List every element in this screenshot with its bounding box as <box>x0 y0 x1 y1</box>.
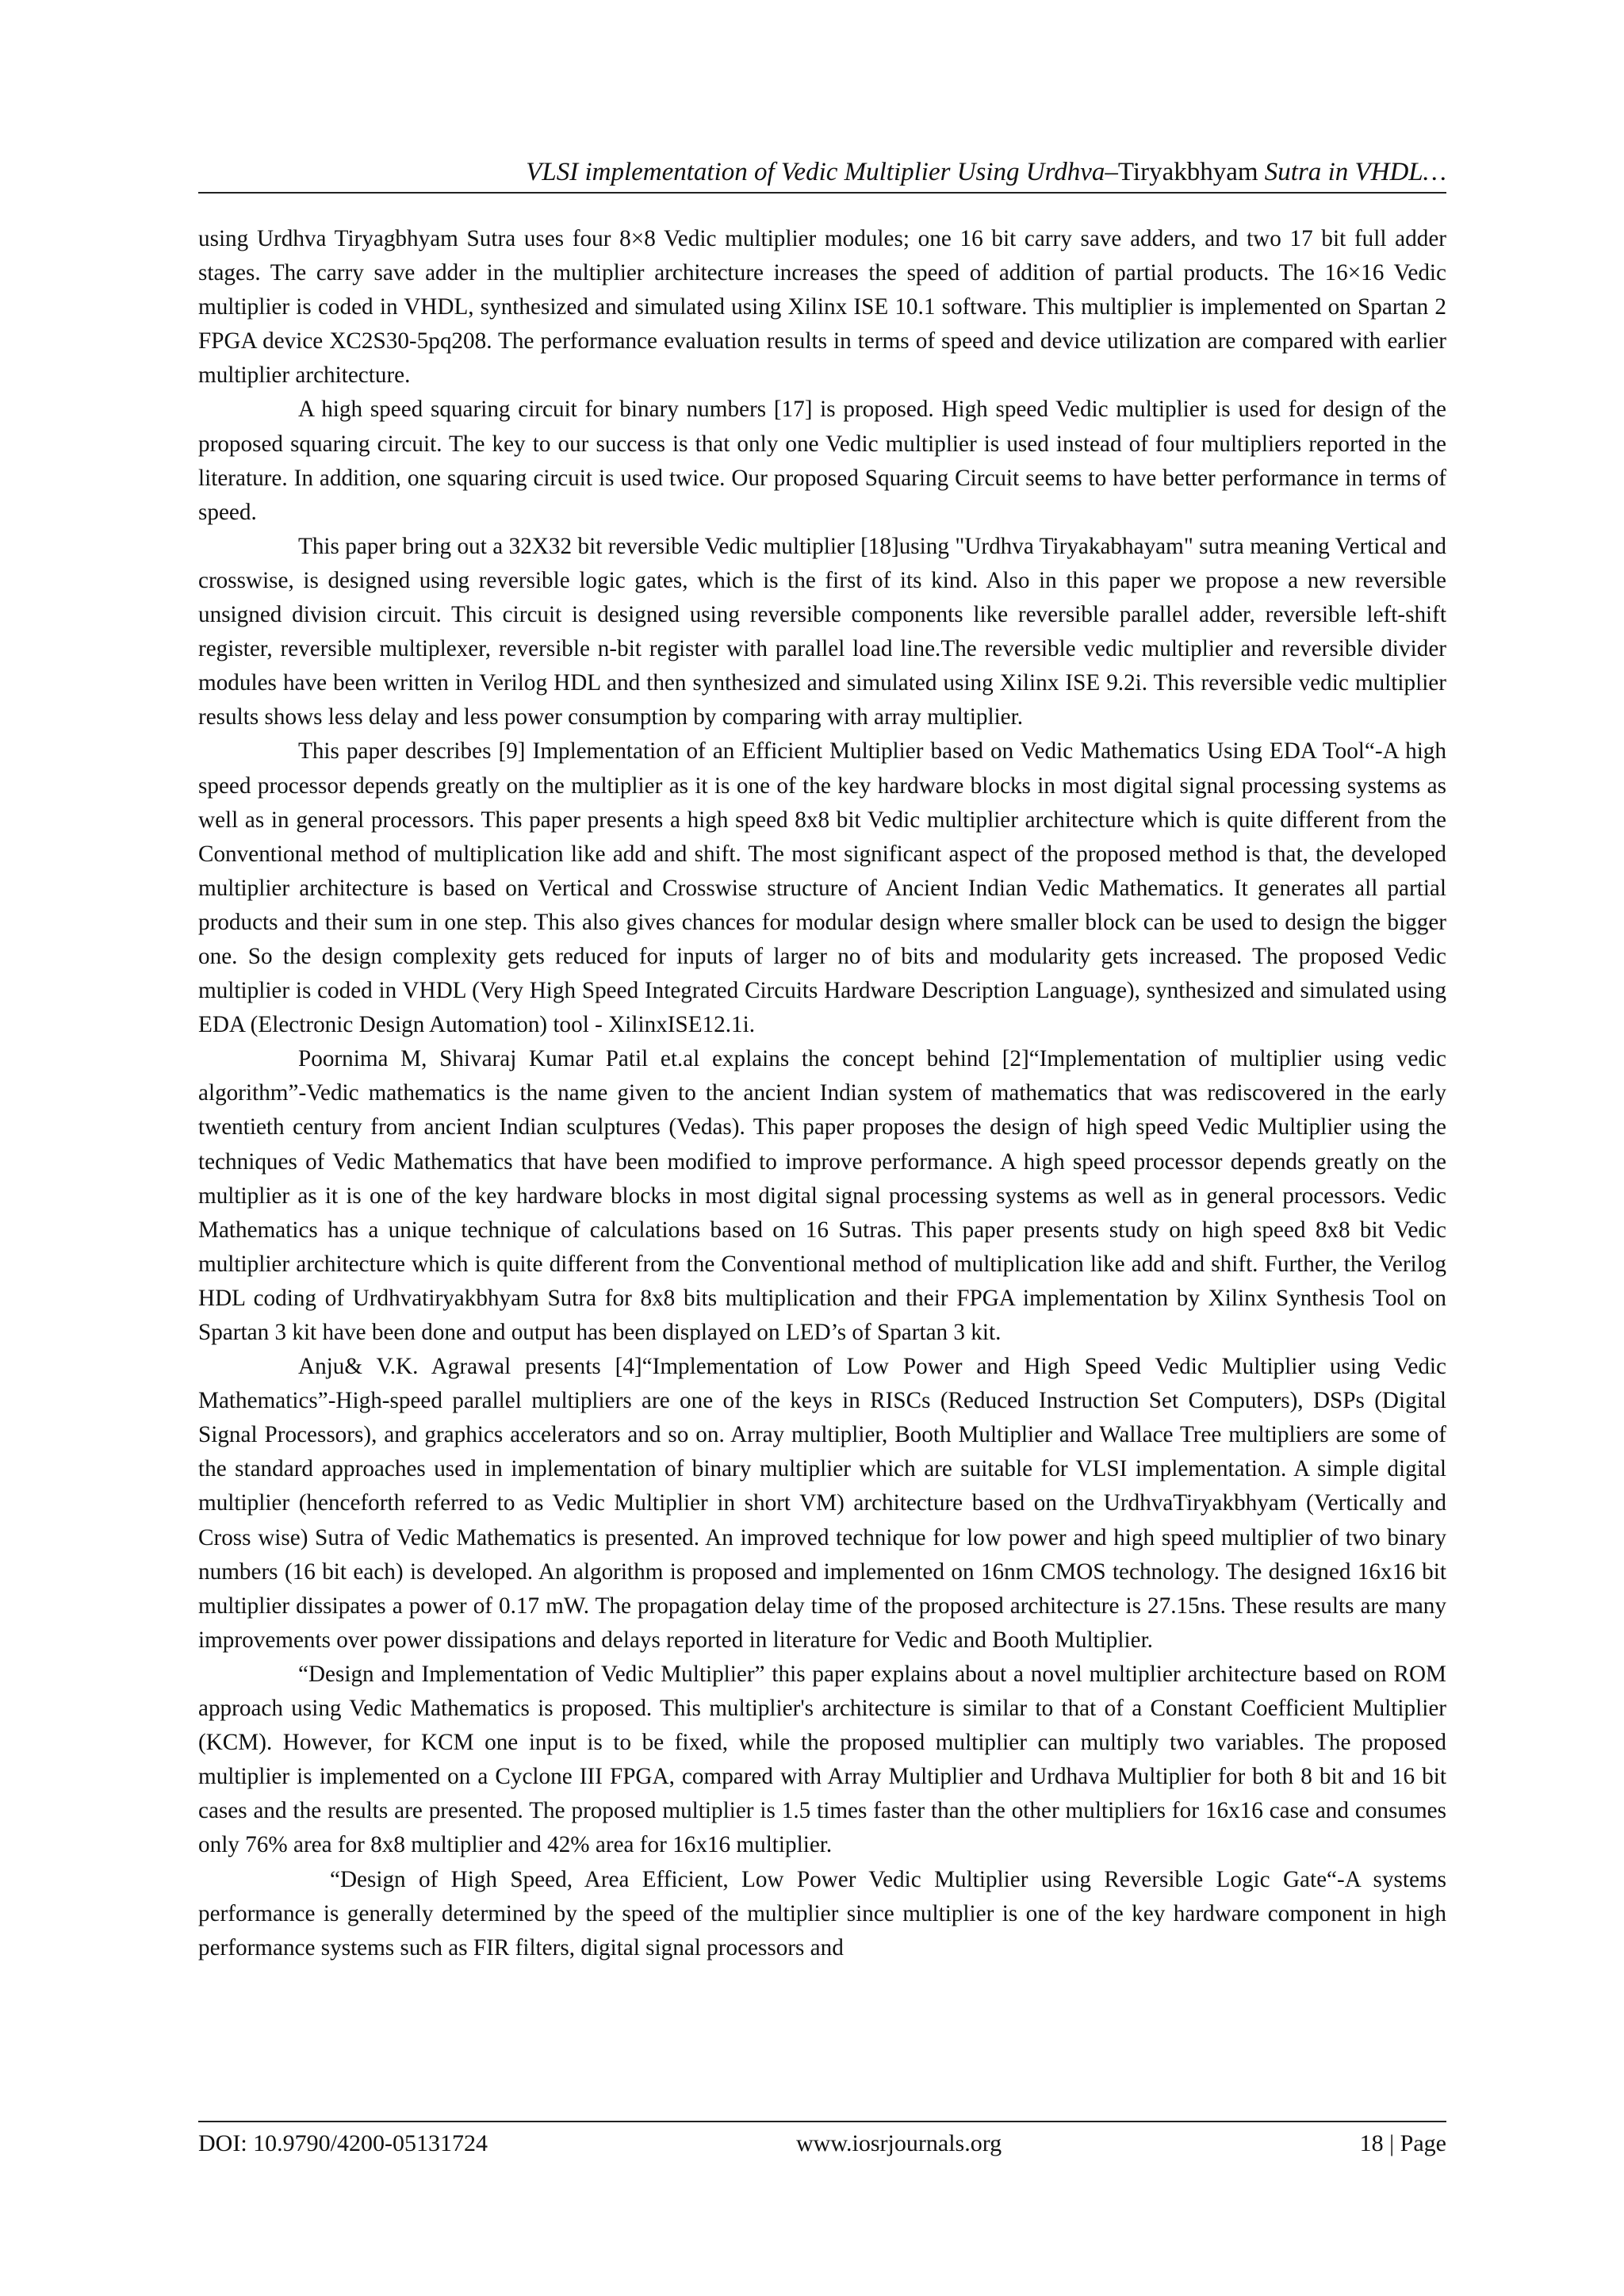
footer-page-number: 18 | Page <box>1359 2130 1446 2156</box>
header-title-regular: Tiryakbhyam <box>1117 158 1258 186</box>
paragraph: Anju& V.K. Agrawal presents [4]“Implementation of Low Power and High Speed Vedic Multiplier using Vedic Mathematics”-High-speed parallel multipliers are one of the keys in RISCs (Reduced Instruction Set Computers), DSPs (Digital Signal Processors), and graphics accelerators and so on. Array multiplier, Booth Multiplier and Wallace Tree multipliers are some of the standard approaches used in implementation of binary multiplier which are suitable for VLSI implementation. A simple digital multiplier (henceforth referred to as Vedic Multiplier in short VM) architecture based on the UrdhvaTiryakbhyam (Vertically and Cross wise) Sutra of Vedic Mathematics is presented. An improved technique for low power and high speed multiplier of two binary numbers (16 bit each) is developed. An algorithm is proposed and implemented on 16nm CMOS technology. The designed 16x16 bit multiplier dissipates a power of 0.17 mW. The propagation delay time of the proposed architecture is 27.15ns. These results are many improvements over power dissipations and delays reported in literature for Vedic and Booth Multiplier. <box>198 1354 1446 1653</box>
body-text <box>198 222 1446 1965</box>
paragraph: A high speed squaring circuit for binary numbers [17] is proposed. High speed Vedic multiplier is used for design of the proposed squaring circuit. The key to our success is that only one Vedic multiplier is used instead of four multipliers reported in the literature. In addition, one squaring circuit is used twice. Our proposed Squaring Circuit seems to have better performance in terms of speed. <box>198 397 1446 525</box>
paragraph: using Urdhva Tiryagbhyam Sutra uses four 8×8 Vedic multiplier modules; one 16 bit carry save adders, and two 17 bit full adder stages. The carry save adder in the multiplier architecture increases the speed of addition of partial products. The 16×16 Vedic multiplier is coded in VHDL, synthesized and simulated using Xilinx ISE 10.1 software. This multiplier is implemented on Spartan 2 FPGA device XC2S30-5pq208. The performance evaluation results in terms of speed and device utilization are compared with earlier multiplier architecture. <box>198 226 1446 389</box>
paragraph: “Design of High Speed, Area Efficient, Low Power Vedic Multiplier using Reversible Logic Gate“-A systems performance is generally determined by the speed of the multiplier since multiplier is one of the key hardware component in high performance systems such as FIR filters, digital signal processors and <box>198 1866 1446 1961</box>
running-header <box>198 152 1446 194</box>
paragraph: This paper describes [9] Implementation of an Efficient Multiplier based on Vedic Mathematics Using EDA Tool“-A high speed processor depends greatly on the multiplier as it is one of the key hardware blocks in most digital signal processing systems as well as in general processors. This paper presents a high speed 8x8 bit Vedic multiplier architecture which is quite different from the Conventional method of multiplication like add and shift. The most significant aspect of the proposed method is that, the developed multiplier architecture is based on Vertical and Crosswise structure of Ancient Indian Vedic Mathematics. It generates all partial products and their sum in one step. This also gives chances for modular design where smaller block can be used to design the bigger one. So the design complexity gets reduced for inputs of larger no of bits and modularity gets increased. The proposed Vedic multiplier is coded in VHDL (Very High Speed Integrated Circuits Hardware Description Language), synthesized and simulated using EDA (Electronic Design Automation) tool - XilinxISE12.1i. <box>198 738 1446 1038</box>
footer-website: www.iosrjournals.org <box>796 2130 1002 2156</box>
header-title-italic-2: Sutra <box>1258 158 1328 186</box>
paragraph: Poornima M, Shivaraj Kumar Patil et.al explains the concept behind [2]“Implementation of multiplier using vedic algorithm”-Vedic mathematics is the name given to the ancient Indian system of mathematics that was rediscovered in the early twentieth century from ancient Indian sculptures (Vedas). This paper proposes the design of high speed Vedic Multiplier using the techniques of Vedic Mathematics that have been modified to improve performance. A high speed processor depends greatly on the multiplier as it is one of the key hardware blocks in most digital signal processing systems as well as in general processors. Vedic Mathematics has a unique technique of calculations based on 16 Sutras. This paper presents study on high speed 8x8 bit Vedic multiplier architecture which is quite different from the Conventional method of multiplication like add and shift. Further, the Verilog HDL coding of Urdhvatiryakbhyam Sutra for 8x8 bits multiplication and their FPGA implementation by Xilinx Synthesis Tool on Spartan 3 kit have been done and output has been displayed on LED’s of Spartan 3 kit. <box>198 1046 1446 1345</box>
page-footer <box>198 2121 1446 2157</box>
paragraph: This paper bring out a 32X32 bit reversible Vedic multiplier [18]using "Urdhva Tiryakabhayam" sutra meaning Vertical and crosswise, is designed using reversible logic gates, which is the first of its kind. Also in this paper we propose a new reversible unsigned division circuit. This circuit is designed using reversible components like reversible parallel adder, reversible left-shift register, reversible multiplexer, reversible n-bit register with parallel load line.The reversible vedic multiplier and reversible divider modules have been written in Verilog HDL and then synthesized and simulated using Xilinx ISE 9.2i. This reversible vedic multiplier results shows less delay and less power consumption by comparing with array multiplier. <box>198 533 1446 730</box>
header-title-italic: VLSI implementation of Vedic Multiplier Using Urdhva– <box>526 158 1118 186</box>
paragraph: “Design and Implementation of Vedic Multiplier” this paper explains about a novel multiplier architecture based on ROM approach using Vedic Mathematics is proposed. This multiplier's architecture is similar to that of a Constant Coefficient Multiplier (KCM). However, for KCM one input is to be fixed, while the proposed multiplier can multiply two variables. The proposed multiplier is implemented on a Cyclone III FPGA, compared with Array Multiplier and Urdhava Multiplier for both 8 bit and 16 bit cases and the results are presented. The proposed multiplier is 1.5 times faster than the other multipliers for 16x16 case and consumes only 76% area for 8x8 multiplier and 42% area for 16x16 multiplier. <box>198 1661 1446 1858</box>
header-title-italic-3: in VHDL… <box>1327 158 1446 186</box>
footer-doi: DOI: 10.9790/4200-05131724 <box>198 2130 488 2156</box>
